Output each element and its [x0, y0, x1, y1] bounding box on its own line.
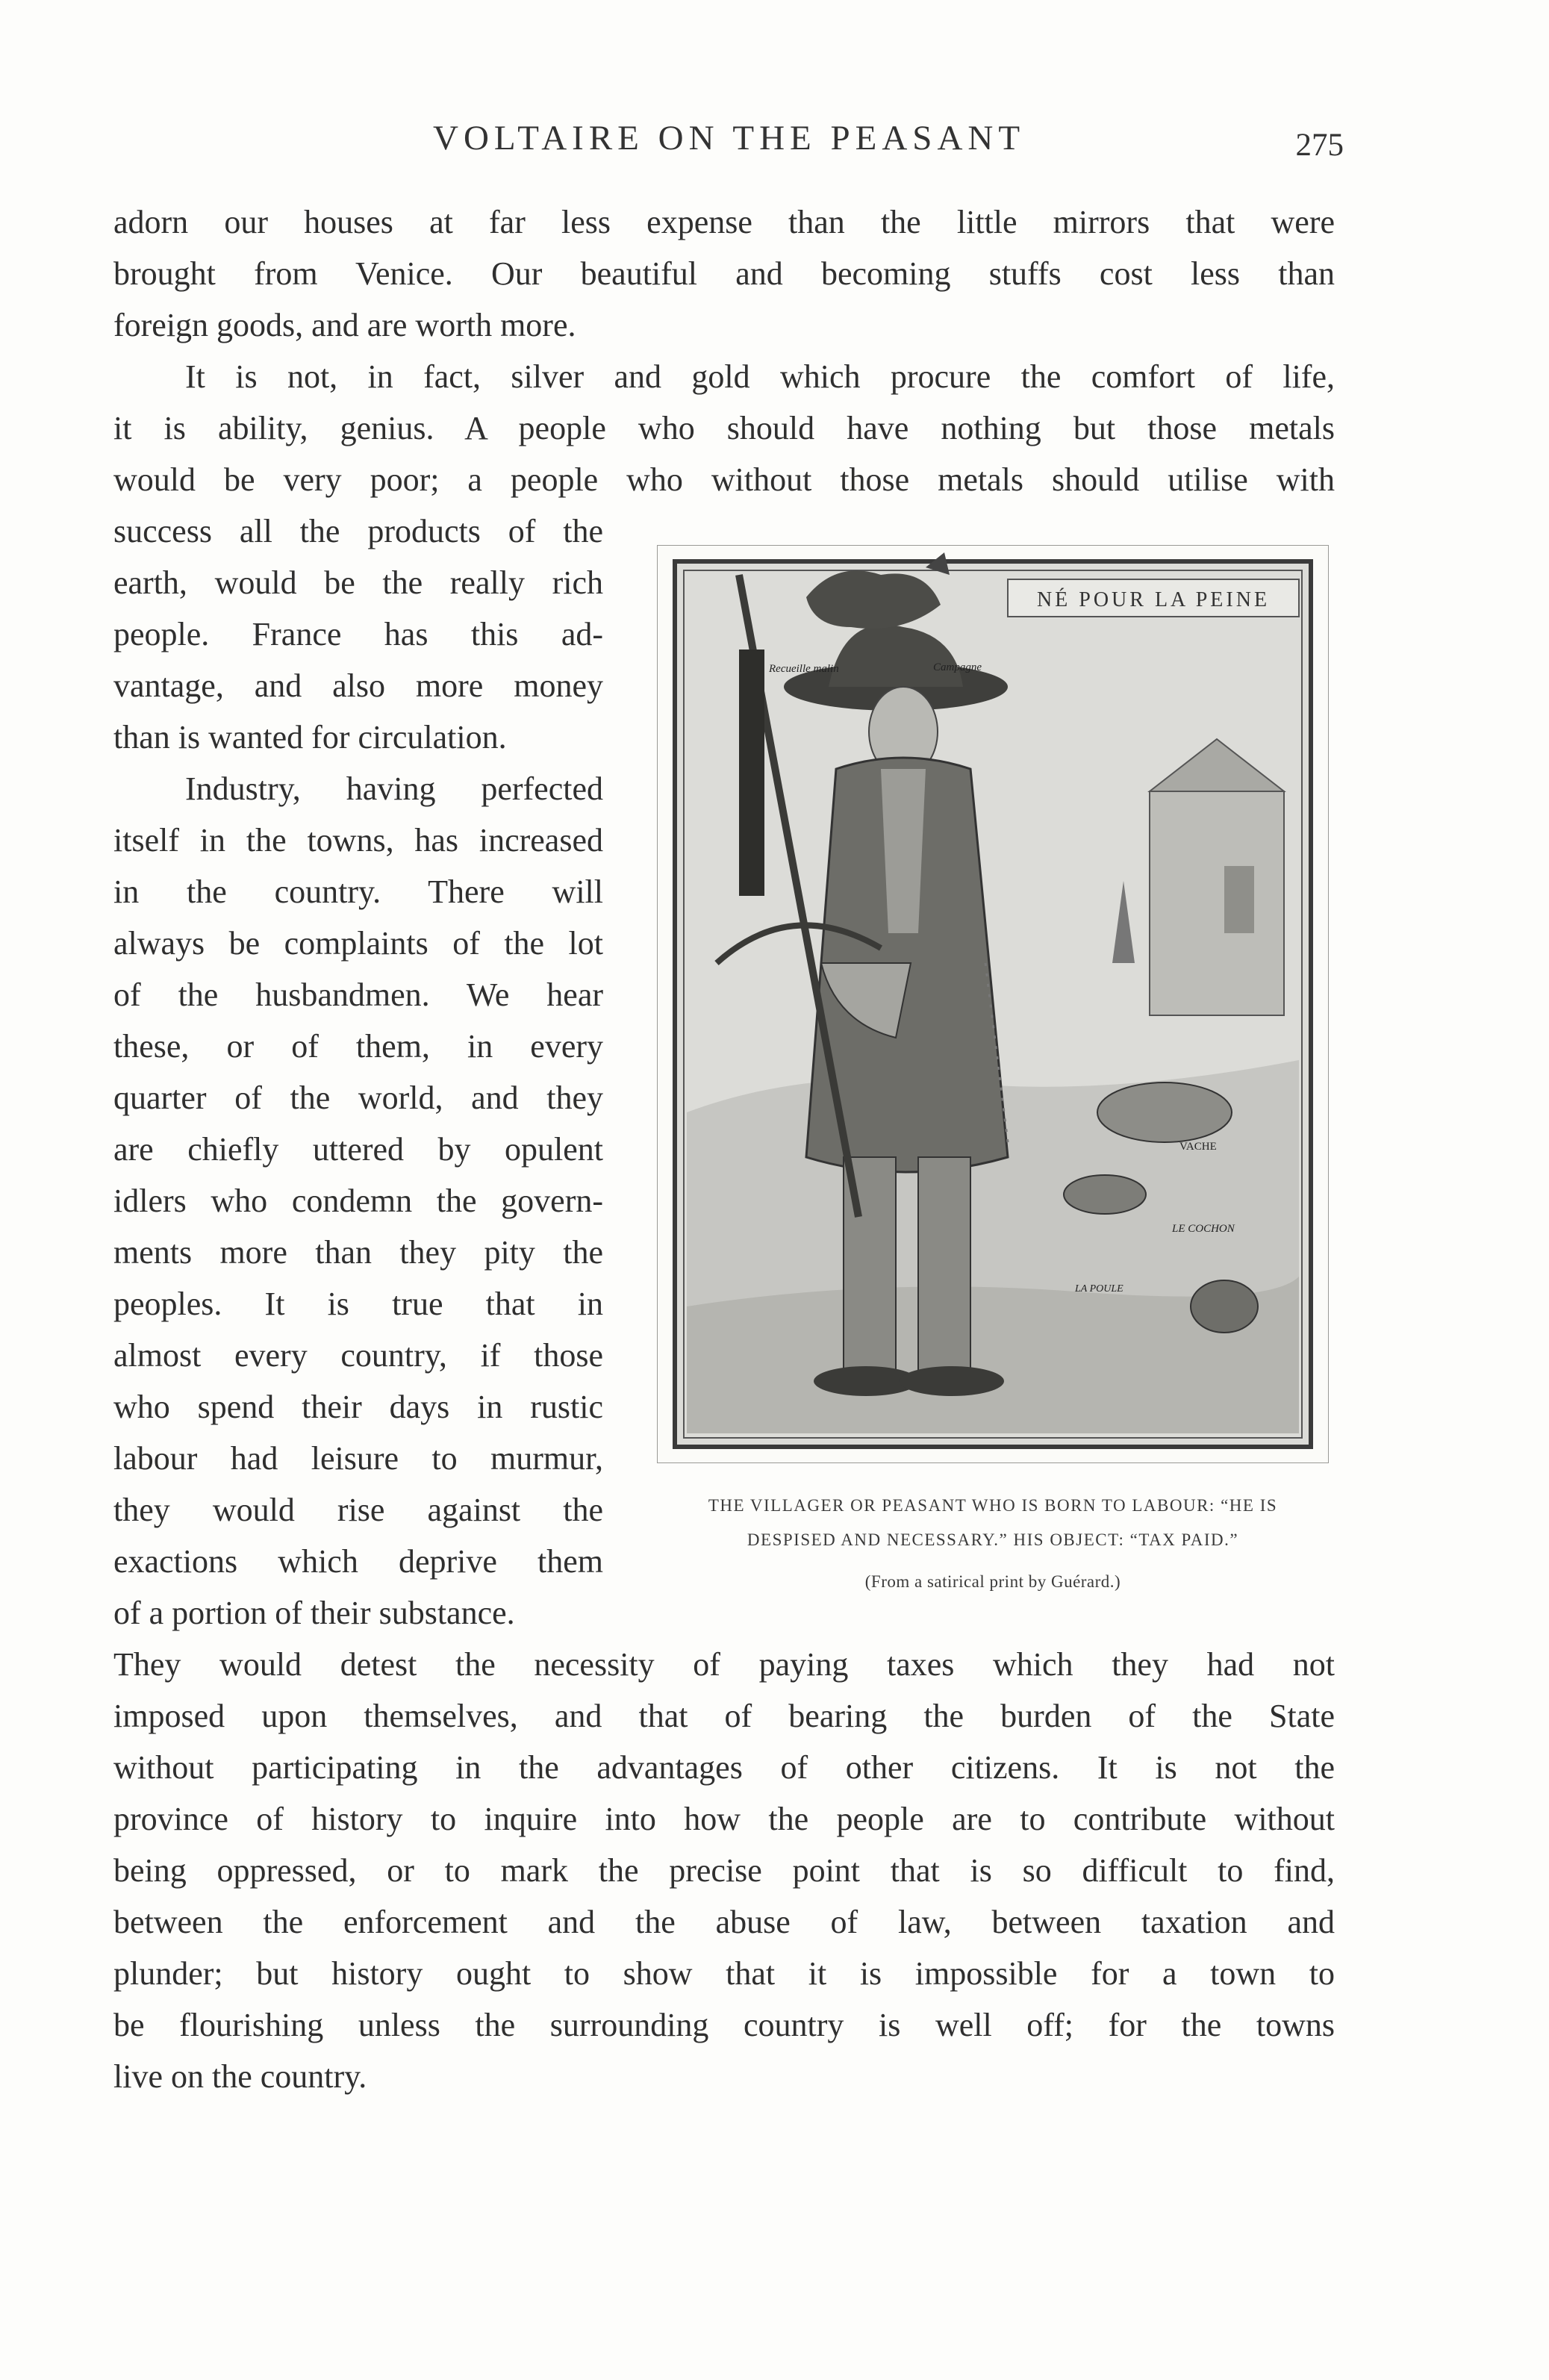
text-line: are chiefly uttered by opulent [113, 1131, 603, 1168]
hat-label-left: Recueille malin [769, 663, 839, 675]
text-line: province of history to inquire into how the people are to contribute without [113, 1801, 1335, 1837]
text-line: ments more than they pity the [113, 1234, 603, 1271]
text-line: always be complaints of the lot [113, 925, 603, 962]
text-line: itself in the towns, has increased [113, 822, 603, 859]
flail [739, 649, 764, 896]
text-line: peoples. It is true that in [113, 1286, 603, 1322]
engraving-illustration [657, 545, 1329, 1463]
banner-text: NÉ POUR LA PEINE [1036, 588, 1271, 611]
label-poule: LA POULE [1075, 1283, 1123, 1295]
text-line: idlers who condemn the govern- [113, 1183, 603, 1219]
text-line: who spend their days in rustic [113, 1389, 603, 1425]
hat-label-right: Campagne [933, 661, 982, 673]
text-line: in the country. There will [113, 873, 603, 910]
text-line: plunder; but history ought to show that it is impossible for a town to [113, 1955, 1335, 1992]
label-vache: VACHE [1179, 1141, 1217, 1153]
peasant-engraving-figure [657, 545, 1329, 1463]
text-line: of the husbandmen. We hear [113, 976, 603, 1013]
text-line: being oppressed, or to mark the precise point that is so difficult to find, [113, 1852, 1335, 1889]
pig [1064, 1175, 1146, 1214]
text-line: people. France has this ad- [113, 616, 603, 652]
figure-caption-continued: DESPISED AND NECESSARY.” HIS OBJECT: “TAX PAID.” [747, 1530, 1239, 1549]
text-line: than is wanted for circulation. [113, 719, 507, 756]
text-line: It is not, in fact, silver and gold which procure the comfort of life, [185, 358, 1335, 395]
text-line: be flourishing unless the surrounding country is well off; for the towns [113, 2007, 1335, 2043]
text-line: they would rise against the [113, 1492, 603, 1528]
figure-source-note: (From a satirical print by Guérard.) [864, 1572, 1121, 1591]
cow [1097, 1082, 1232, 1142]
text-line: adorn our houses at far less expense than the little mirrors that were [113, 204, 1335, 240]
text-line: would be very poor; a people who without those metals should utilise with [113, 461, 1335, 498]
text-line: imposed upon themselves, and that of bearing the burden of the State [113, 1698, 1335, 1734]
hen [1191, 1280, 1258, 1333]
text-line: of a portion of their substance. [113, 1595, 515, 1631]
page-number: 275 [1295, 128, 1344, 163]
text-line: between the enforcement and the abuse of law, between taxation and [113, 1904, 1335, 1940]
text-line: vantage, and also more money [113, 667, 603, 704]
text-line: They would detest the necessity of paying taxes which they had not [113, 1646, 1335, 1683]
label-cochon: LE COCHON [1172, 1223, 1235, 1235]
text-line: exactions which deprive them [113, 1543, 603, 1580]
text-line: it is ability, genius. A people who should have nothing but those metals [113, 410, 1335, 446]
text-line: live on the country. [113, 2058, 367, 2095]
text-line: almost every country, if those [113, 1337, 603, 1374]
running-title: VOLTAIRE ON THE PEASANT [433, 119, 1026, 158]
figure-caption: THE VILLAGER OR PEASANT WHO IS BORN TO LABOUR: “HE IS [708, 1496, 1278, 1515]
text-line: brought from Venice. Our beautiful and becoming stuffs cost less than [113, 255, 1335, 292]
text-line: earth, would be the really rich [113, 564, 603, 601]
text-line: foreign goods, and are worth more. [113, 307, 576, 343]
text-line: these, or of them, in every [113, 1028, 603, 1065]
text-line: success all the products of the [113, 513, 603, 549]
text-line: without participating in the advantages of other citizens. It is not the [113, 1749, 1335, 1786]
text-line: labour had leisure to murmur, [113, 1440, 603, 1477]
text-line: Industry, having perfected [185, 770, 603, 807]
text-line: quarter of the world, and they [113, 1080, 603, 1116]
